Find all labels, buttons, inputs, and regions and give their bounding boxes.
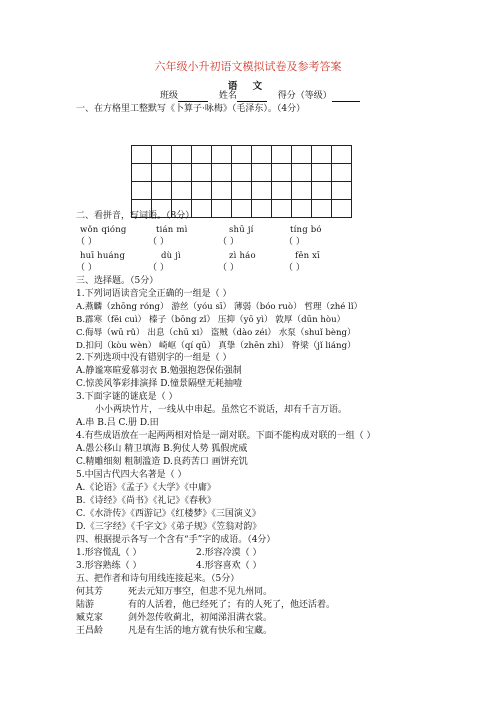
q5-option-a: A.《论语》《孟子》《大学》《中庸》	[76, 483, 216, 493]
pinyin-7: zì háo	[229, 251, 256, 261]
q1-option-b: B.霹寒（fēi cuì） 榛子（bōng zǐ） 压抑（yō yì） 敦厚（dūn hòu）	[76, 315, 346, 325]
idiom-item-2[interactable]: 2.形容冷漠（ ）	[196, 548, 262, 558]
answer-bracket-8[interactable]: （ ）	[284, 263, 305, 273]
question-2: 2.下列选项中没有错别字的一组是（ ）	[76, 353, 232, 363]
score-label: 得分（等级）	[277, 91, 332, 101]
question-1: 1.下列词语读音完全正确的一组是（ ）	[76, 289, 232, 299]
q5-option-c: C.《水浒传》《西游记》《红楼梦》《三国演义》	[76, 509, 261, 519]
q5-option-b: B.《诗经》《尚书》《礼记》《春秋》	[76, 496, 216, 506]
idiom-item-3[interactable]: 3.形容熟练（ ）	[76, 561, 142, 571]
section3-heading: 三、选择题。（5分）	[76, 276, 159, 286]
poem-line-3[interactable]: 剑外忽传收蓟北，初闻涕泪满衣裳。	[128, 613, 273, 623]
class-label: 班级	[160, 91, 179, 101]
poem-line-2[interactable]: 有的人活着，他已经死了；有的人死了，他还活着。	[128, 600, 336, 610]
pinyin-5: huī huáng	[80, 251, 126, 261]
answer-bracket-3[interactable]: （ ）	[218, 237, 239, 247]
student-info-line	[160, 91, 368, 102]
question-3: 3.下面字谜的谜底是（ ）	[76, 392, 178, 402]
idiom-item-1[interactable]: 1.形容慌乱（ ）	[76, 548, 142, 558]
author-4[interactable]: 王昌龄	[76, 626, 104, 636]
pinyin-8: fēn xī	[295, 251, 321, 261]
section1-heading: 一、在方格里工整默写《卜算子·咏梅》（毛泽东）。（4分）	[76, 104, 306, 114]
pinyin-1: wǒn qióng	[80, 225, 127, 235]
answer-bracket-5[interactable]: （ ）	[76, 263, 97, 273]
q1-option-a: A.燕麟（zhōng róng） 游丝（yóu sī） 薄弱（bóo ruò） 哲理（zhé lǐ）	[76, 302, 363, 312]
answer-bracket-4[interactable]: （ ）	[284, 237, 305, 247]
q4-options-ab: A.愚公移山 精卫填海 B.狗仗人势 狐假虎威	[76, 444, 248, 454]
q1-option-c: C.侮辱（wū rǔ） 出息（chū xi） 盗贼（dào zéi） 水泵（shuǐ bèng）	[76, 328, 356, 338]
q2-options-cd: C.惊羡风筝彩排演择 D.憧景隔壁无耗抽噎	[76, 379, 243, 389]
answer-bracket-2[interactable]: （ ）	[148, 237, 169, 247]
q3-options: A.串 B.吕 C.册 D.田	[76, 418, 159, 428]
pinyin-2: tián mì	[156, 225, 188, 235]
score-blank[interactable]	[332, 92, 360, 102]
q3-riddle: 小小两块竹片，一线从中串起。虽然它不说话，却有千言万语。	[95, 405, 348, 415]
exam-title: 六年级小升初语文模拟试卷及参考答案	[154, 60, 342, 73]
name-label: 姓名	[218, 91, 237, 101]
author-1[interactable]: 何其芳	[76, 587, 104, 597]
name-blank[interactable]	[237, 92, 267, 102]
author-3[interactable]: 臧克家	[76, 613, 104, 623]
pinyin-4: tíng bó	[290, 225, 322, 235]
q4-options-cd: C.精雕细刻 粗制滥造 D.良药苦口 画饼充饥	[76, 457, 248, 467]
q1-option-d: D.扣问（kòu wèn） 崎岖（qí qū） 真挚（zhēn zhì） 脊梁（jǐ liáng）	[76, 341, 356, 351]
question-4: 4.有些成语放在一起两两相对恰是一副对联。下面不能构成对联的一组（ ）	[76, 431, 376, 441]
section5-heading: 五、把作者和诗句用线连接起来。（5分）	[76, 574, 240, 584]
poem-line-4[interactable]: 凡是有生活的地方就有快乐和宝藏。	[128, 626, 273, 636]
answer-bracket-1[interactable]: （ ）	[76, 237, 97, 247]
question-5: 5.中国古代四大名著是（ ）	[76, 470, 187, 480]
writing-grid[interactable]	[131, 145, 352, 218]
q5-option-d: D.《三字经》《千字文》《弟子规》《笠翁对韵》	[76, 522, 262, 532]
poem-line-1[interactable]: 死去元知万事空，但悲不见九州同。	[128, 587, 273, 597]
pinyin-3: shū jí	[229, 225, 254, 235]
class-blank[interactable]	[178, 92, 208, 102]
answer-bracket-6[interactable]: （ ）	[148, 263, 169, 273]
section2-heading: 二、看拼音，写词语。（8分）	[76, 211, 195, 221]
author-2[interactable]: 陆游	[76, 600, 95, 610]
subject-heading: 语 文	[227, 81, 269, 92]
q2-options-ab: A.静谧寒暄爱慕羽衣 B.勉强抱怨保佑强制	[76, 366, 242, 376]
pinyin-6: dù jì	[161, 251, 181, 261]
section4-heading: 四、根据提示各写一个含有“手”字的成语。（4分）	[76, 535, 276, 545]
answer-bracket-7[interactable]: （ ）	[218, 263, 239, 273]
idiom-item-4[interactable]: 4.形容喜欢（ ）	[196, 561, 262, 571]
